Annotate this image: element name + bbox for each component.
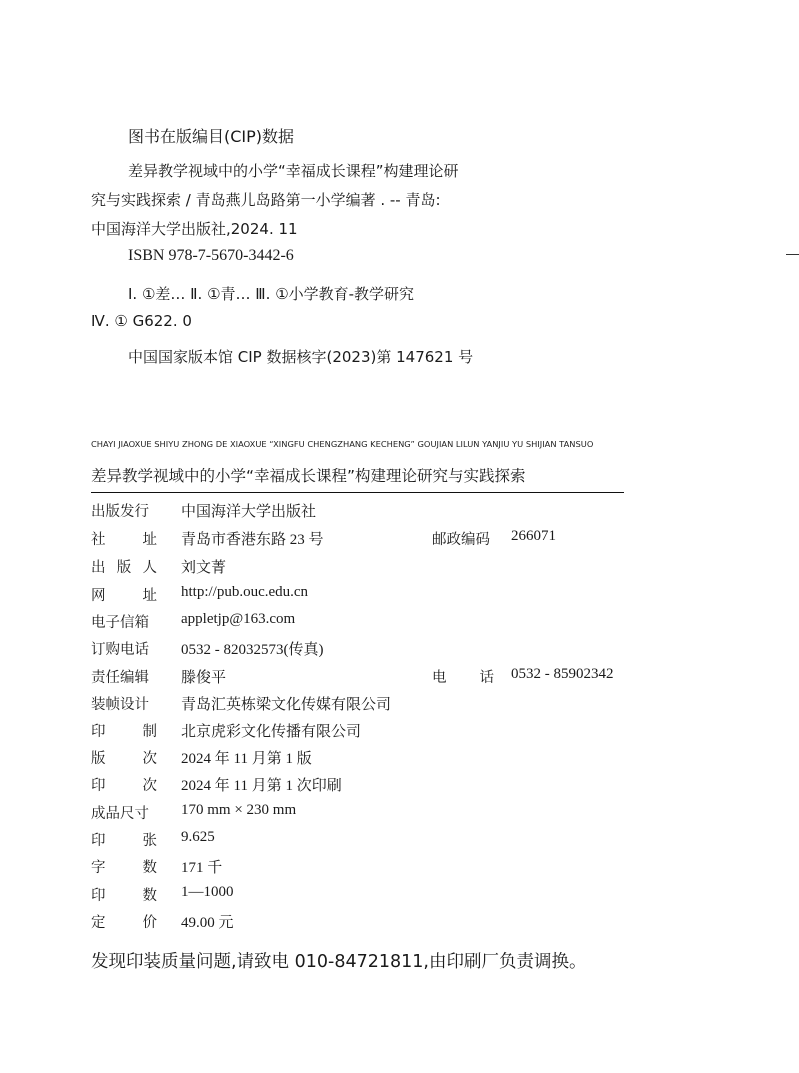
detail-value-word-count: 171 千: [181, 860, 223, 876]
detail-label-postcode: 邮政编码: [432, 532, 490, 548]
cip-classification: Ⅳ. ① G622. 0: [91, 312, 192, 330]
detail-value-address: 青岛市香港东路 23 号: [181, 532, 324, 548]
book-title: 差异教学视域中的小学“幸福成长课程”构建理论研究与实践探索: [91, 467, 526, 485]
detail-label-editor: 责任编辑: [91, 670, 149, 686]
quality-notice: 发现印装质量问题,请致电 010-84721811,由印刷厂负责调换。: [91, 952, 587, 972]
cip-record-number: 中国国家版本馆 CIP 数据核字(2023)第 147621 号: [128, 348, 474, 366]
detail-label-address: 社 址: [91, 532, 157, 548]
detail-value-order-phone: 0532 - 82032573(传真): [181, 642, 324, 658]
detail-label-word-count: 字 数: [91, 860, 157, 876]
detail-label-phone: 电 话: [432, 670, 494, 686]
detail-label-size: 成品尺寸: [91, 806, 149, 822]
detail-label-printer: 印 制: [91, 724, 157, 740]
detail-value-print-run: 1—1000: [181, 884, 234, 900]
detail-value-editor: 滕俊平: [181, 670, 227, 686]
detail-value-phone: 0532 - 85902342: [511, 666, 614, 682]
detail-value-email: appletjp@163.com: [181, 611, 296, 627]
detail-value-sheets: 9.625: [181, 829, 215, 845]
detail-value-price: 49.00 元: [181, 915, 234, 931]
detail-value-publisher-person: 刘文菁: [181, 560, 227, 576]
detail-label-website: 网 址: [91, 588, 157, 604]
detail-value-website: http://pub.ouc.edu.cn: [181, 584, 309, 600]
detail-label-print-run: 印 数: [91, 888, 157, 904]
detail-value-printing: 2024 年 11 月第 1 次印刷: [181, 778, 342, 794]
pinyin-title: CHAYI JIAOXUE SHIYU ZHONG DE XIAOXUE “XINGFU CHENGZHANG KECHENG” GOUJIAN LILUN YANJIU YU SHIJIAN TANSUO: [91, 439, 594, 449]
detail-value-design: 青岛汇英栋梁文化传媒有限公司: [181, 697, 392, 713]
detail-value-postcode: 266071: [511, 528, 556, 544]
cip-subjects: Ⅰ. ①差… Ⅱ. ①青… Ⅲ. ①小学教育-教学研究: [128, 285, 415, 303]
detail-value-size: 170 mm × 230 mm: [181, 802, 297, 818]
title-rule: [91, 492, 624, 493]
detail-value-printer: 北京虎彩文化传播有限公司: [181, 724, 362, 740]
cip-isbn: ISBN 978-7-5670-3442-6: [128, 247, 294, 264]
cip-heading: 图书在版编目(CIP)数据: [128, 127, 295, 146]
detail-label-design: 装帧设计: [91, 697, 149, 713]
detail-label-price: 定 价: [91, 915, 157, 931]
detail-label-email: 电子信箱: [91, 615, 149, 631]
detail-label-publisher-person: 出 版 人: [91, 560, 157, 576]
detail-value-publisher: 中国海洋大学出版社: [181, 504, 317, 520]
detail-label-printing: 印 次: [91, 778, 157, 794]
detail-label-sheets: 印 张: [91, 833, 157, 849]
cip-title-line-1: 差异教学视域中的小学“幸福成长课程”构建理论研: [128, 162, 459, 180]
cip-publisher-line: 中国海洋大学出版社,2024. 11: [91, 220, 298, 238]
cip-title-line-2: 究与实践探索 / 青岛燕儿岛路第一小学编著 . -- 青岛:: [91, 191, 441, 209]
detail-value-edition: 2024 年 11 月第 1 版: [181, 751, 312, 767]
page-edge-mark: [786, 254, 799, 255]
detail-label-publisher: 出版发行: [91, 504, 149, 520]
detail-label-edition: 版 次: [91, 751, 157, 767]
detail-label-order-phone: 订购电话: [91, 642, 149, 658]
